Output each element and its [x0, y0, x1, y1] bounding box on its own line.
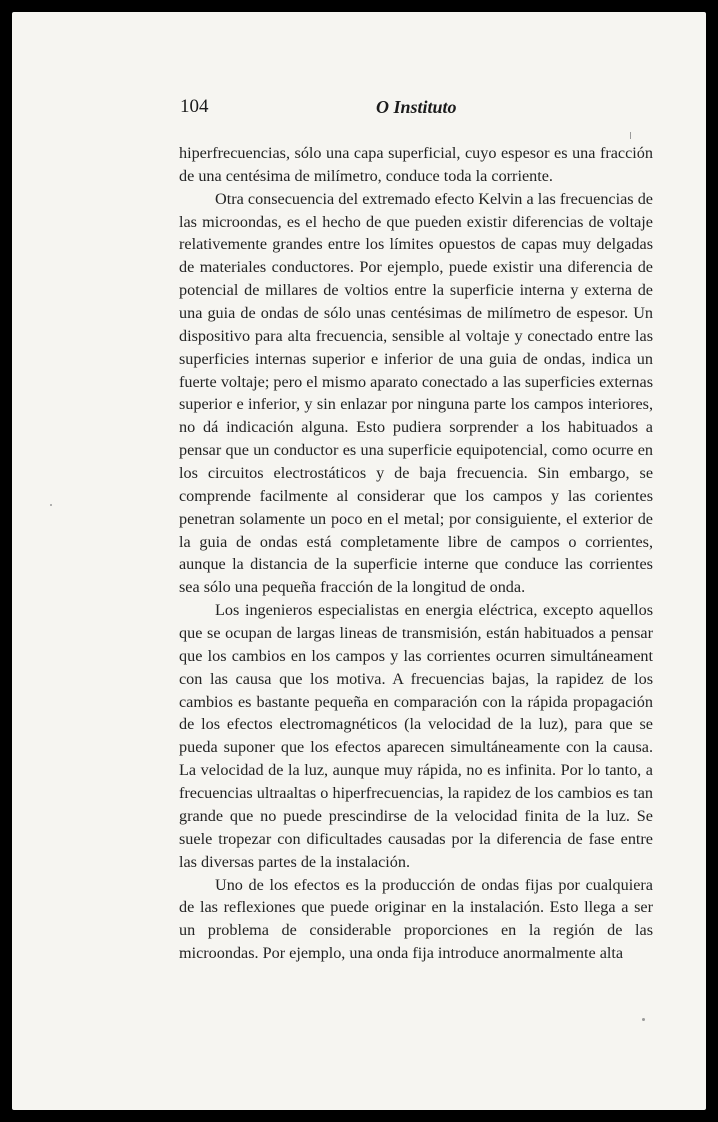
page-number: 104	[180, 96, 209, 117]
scan-speck	[630, 132, 631, 139]
paragraph-kelvin-effect: Otra consecuencia del extremado efecto Kelvin a las frecuencias de las microondas, es el hecho de que pueden existir diferencias de voltaje relativemente grandes entre los límites opuestos de capas muy delgadas de materiales conductores. Por ejemplo, puede existir una diferencia de potencial de millares de voltios entre la superficie interna y externa de una guia de ondas de sólo unas centésimas de milímetro de espesor. Un dispositivo para alta frecuencia, sensible al voltaje y conectado entre las superficies internas superior e inferior de una guia de ondas, indica un fuerte voltaje; pero el mismo aparato conectado a las superficies externas superior e inferior, y sin enlazar por ninguna parte los campos interiores, no dá indicación alguna. Esto pudiera sorprender a los habituados a pensar que un conductor es una superficie equipotencial, como ocurre en los circuitos electrostáticos y de baja frecuencia. Sin embargo, se comprende facilmente al considerar que los campos y las corientes penetran solamente un poco en el metal; por consiguiente, el exterior de la guia de ondas está completamente libre de campos o corrientes, aunque la distancia de la superficie interne que conduce las corrientes sea sólo una pequeña fracción de la longitud de onda.	[179, 189, 653, 597]
running-header	[168, 96, 658, 122]
scanned-page	[12, 12, 706, 1110]
paragraph-phase-difference: Los ingenieros especialistas en energia eléctrica, excepto aquellos que se ocupan de largas lineas de transmisión, están habituados a pensar que los cambios en los campos y las corrientes ocurren simultáneament con las causa que los motiva. A frecuencias bajas, la rapidez de los cambios es bastante pequeña en comparación con la rápida propagación de los efectos electromagnéticos (la velocidad de la luz), para que se pueda suponer que los efectos aparecen simultáneamente con la causa. La velocidad de la luz, aunque muy rápida, no es infinita. Por lo tanto, a frecuencias ultraaltas o hiperfrecuencias, la rapidez de los cambios es tan grande que no puede prescindirse de la velocidad finita de la luz. Se suele tropezar con dificultades causadas por la diferencia de fase entre las diversas partes de la instalación.	[179, 601, 653, 871]
paragraph-standing-waves: Uno de los efectos es la producción de ondas fijas por cualquiera de las reflexiones que puede originar en la instalación. Esto llega a ser un problema de considerable proporciones en la región de las microondas. Por ejemplo, una onda fija introduce anormalmente alta	[179, 875, 653, 963]
journal-title: O Instituto	[376, 97, 457, 117]
scan-speck	[642, 1018, 645, 1021]
paragraph-continuation: hiperfrecuencias, sólo una capa superficial, cuyo espesor es una fracción de una centésima de milímetro, conduce toda la corriente.	[179, 144, 653, 185]
article-body	[179, 142, 653, 965]
scan-speck	[50, 504, 52, 506]
